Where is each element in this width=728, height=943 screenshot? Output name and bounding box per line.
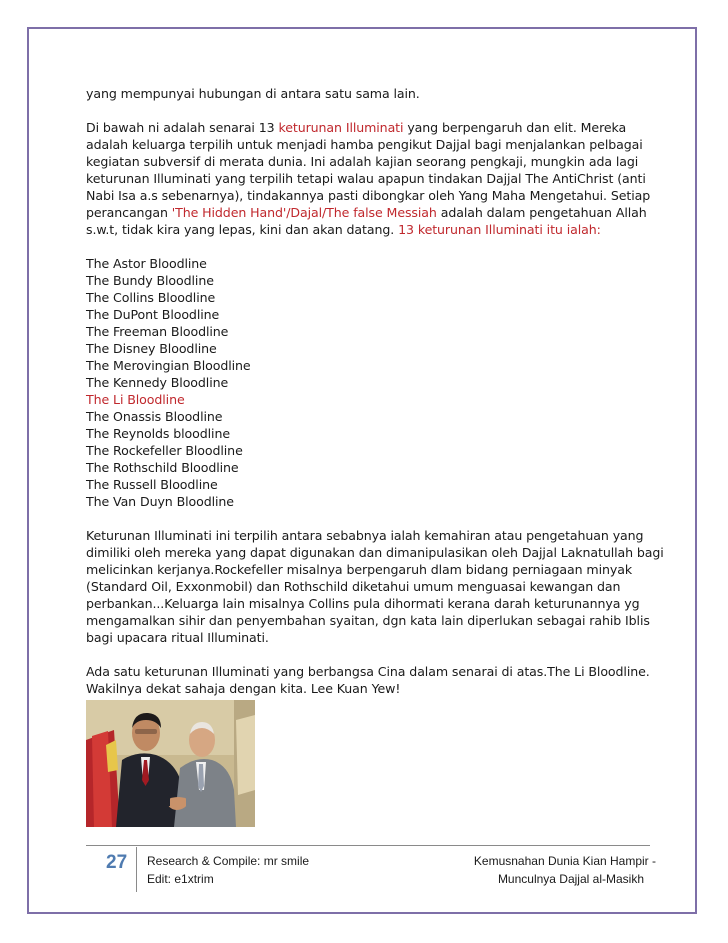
text-segment: Di bawah ni adalah senarai 13 <box>86 120 279 135</box>
bloodline-item-highlighted: The Li Bloodline <box>86 392 185 407</box>
bloodline-item: The Merovingian Bloodline <box>86 358 251 373</box>
bloodline-item: The Van Duyn Bloodline <box>86 494 234 509</box>
paragraph-list-intro <box>86 119 666 238</box>
bloodline-item: The Rockefeller Bloodline <box>86 443 243 458</box>
bloodline-item: The Disney Bloodline <box>86 341 217 356</box>
bloodline-item: The Astor Bloodline <box>86 256 207 271</box>
bloodline-item: The Freeman Bloodline <box>86 324 229 339</box>
document-body <box>86 85 666 697</box>
bloodline-item: The Reynolds bloodline <box>86 426 230 441</box>
bloodline-item: The Bundy Bloodline <box>86 273 214 288</box>
page-number: 27 <box>106 852 128 873</box>
footer-credits <box>147 852 309 888</box>
paragraph-conclusion: Ada satu keturunan Illuminati yang berbangsa Cina dalam senarai di atas.The Li Bloodline. Wakilnya dekat sahaja dengan kita. Lee Kuan Yew! <box>86 664 650 696</box>
bloodline-item: The Rothschild Bloodline <box>86 460 239 475</box>
highlight-keturunan: keturunan Illuminati <box>278 120 404 135</box>
highlight-hidden-hand: 'The Hidden Hand'/Dajal/The false Messiah <box>171 205 437 220</box>
paragraph-explanation: Keturunan Illuminati ini terpilih antara sebabnya ialah kemahiran atau pengetahuan yang dimiliki oleh mereka yang dapat digunakan dan dimanipulasikan oleh Dajjal Laknatullah bagi melicinkan kerjanya.Rockefeller misalnya berpengaruh dlam bidang perniagaan minyak (Standard Oil, Exxonmobil) dan Rothschild diketahui umum menguasai kewangan dan perbankan...Keluarga lain misalnya Collins pula dihormati kerana darah keturunannya yg mengamalkan sihir dan penyembahan syaitan, dgn kata lain diperlukan sebagai rahib Iblis bagi upacara ritual Illuminati. <box>86 528 664 645</box>
paragraph-intro: yang mempunyai hubungan di antara satu sama lain. <box>86 86 420 101</box>
handshake-photo <box>86 700 255 827</box>
highlight-list-heading: 13 keturunan Illuminati itu ialah: <box>398 222 601 237</box>
text-segment: yang berpengaruh dan elit. Mereka adalah keluarga terpilih untuk menjadi hamba pengikut Dajjal bagi menjalankan pelbagai kegiatan subversif di merata dunia. Ini adalah kajian seorang pengkaji, mungkin ada lagi keturunan Illuminati yang terpilih tetapi walau apapun tindakan Dajjal The AntiChrist (anti Nabi Isa a.s sebenarnya), tindakannya pasti dibongkar oleh Yang Maha Mengetahui. Setiap perancangan <box>86 120 651 220</box>
footer-title-line2: Munculnya Dajjal al-Masikh <box>497 872 644 886</box>
bloodline-list <box>86 255 666 510</box>
footer-title-line1: Kemusnahan Dunia Kian Hampir - <box>473 854 656 868</box>
footer-separator <box>136 847 137 892</box>
footer-edit-credit: Edit: e1xtrim <box>147 872 214 886</box>
footer-divider <box>86 845 650 846</box>
footer-document-title <box>440 852 656 888</box>
bloodline-item: The Collins Bloodline <box>86 290 216 305</box>
text-segment: adalah dalam pengetahuan Allah s.w.t, tidak kira yang lepas, kini dan akan datang. <box>86 205 647 237</box>
bloodline-item: The Onassis Bloodline <box>86 409 223 424</box>
footer-research-credit: Research & Compile: mr smile <box>147 854 310 868</box>
bloodline-item: The Kennedy Bloodline <box>86 375 229 390</box>
bloodline-item: The Russell Bloodline <box>86 477 218 492</box>
bloodline-item: The DuPont Bloodline <box>86 307 220 322</box>
